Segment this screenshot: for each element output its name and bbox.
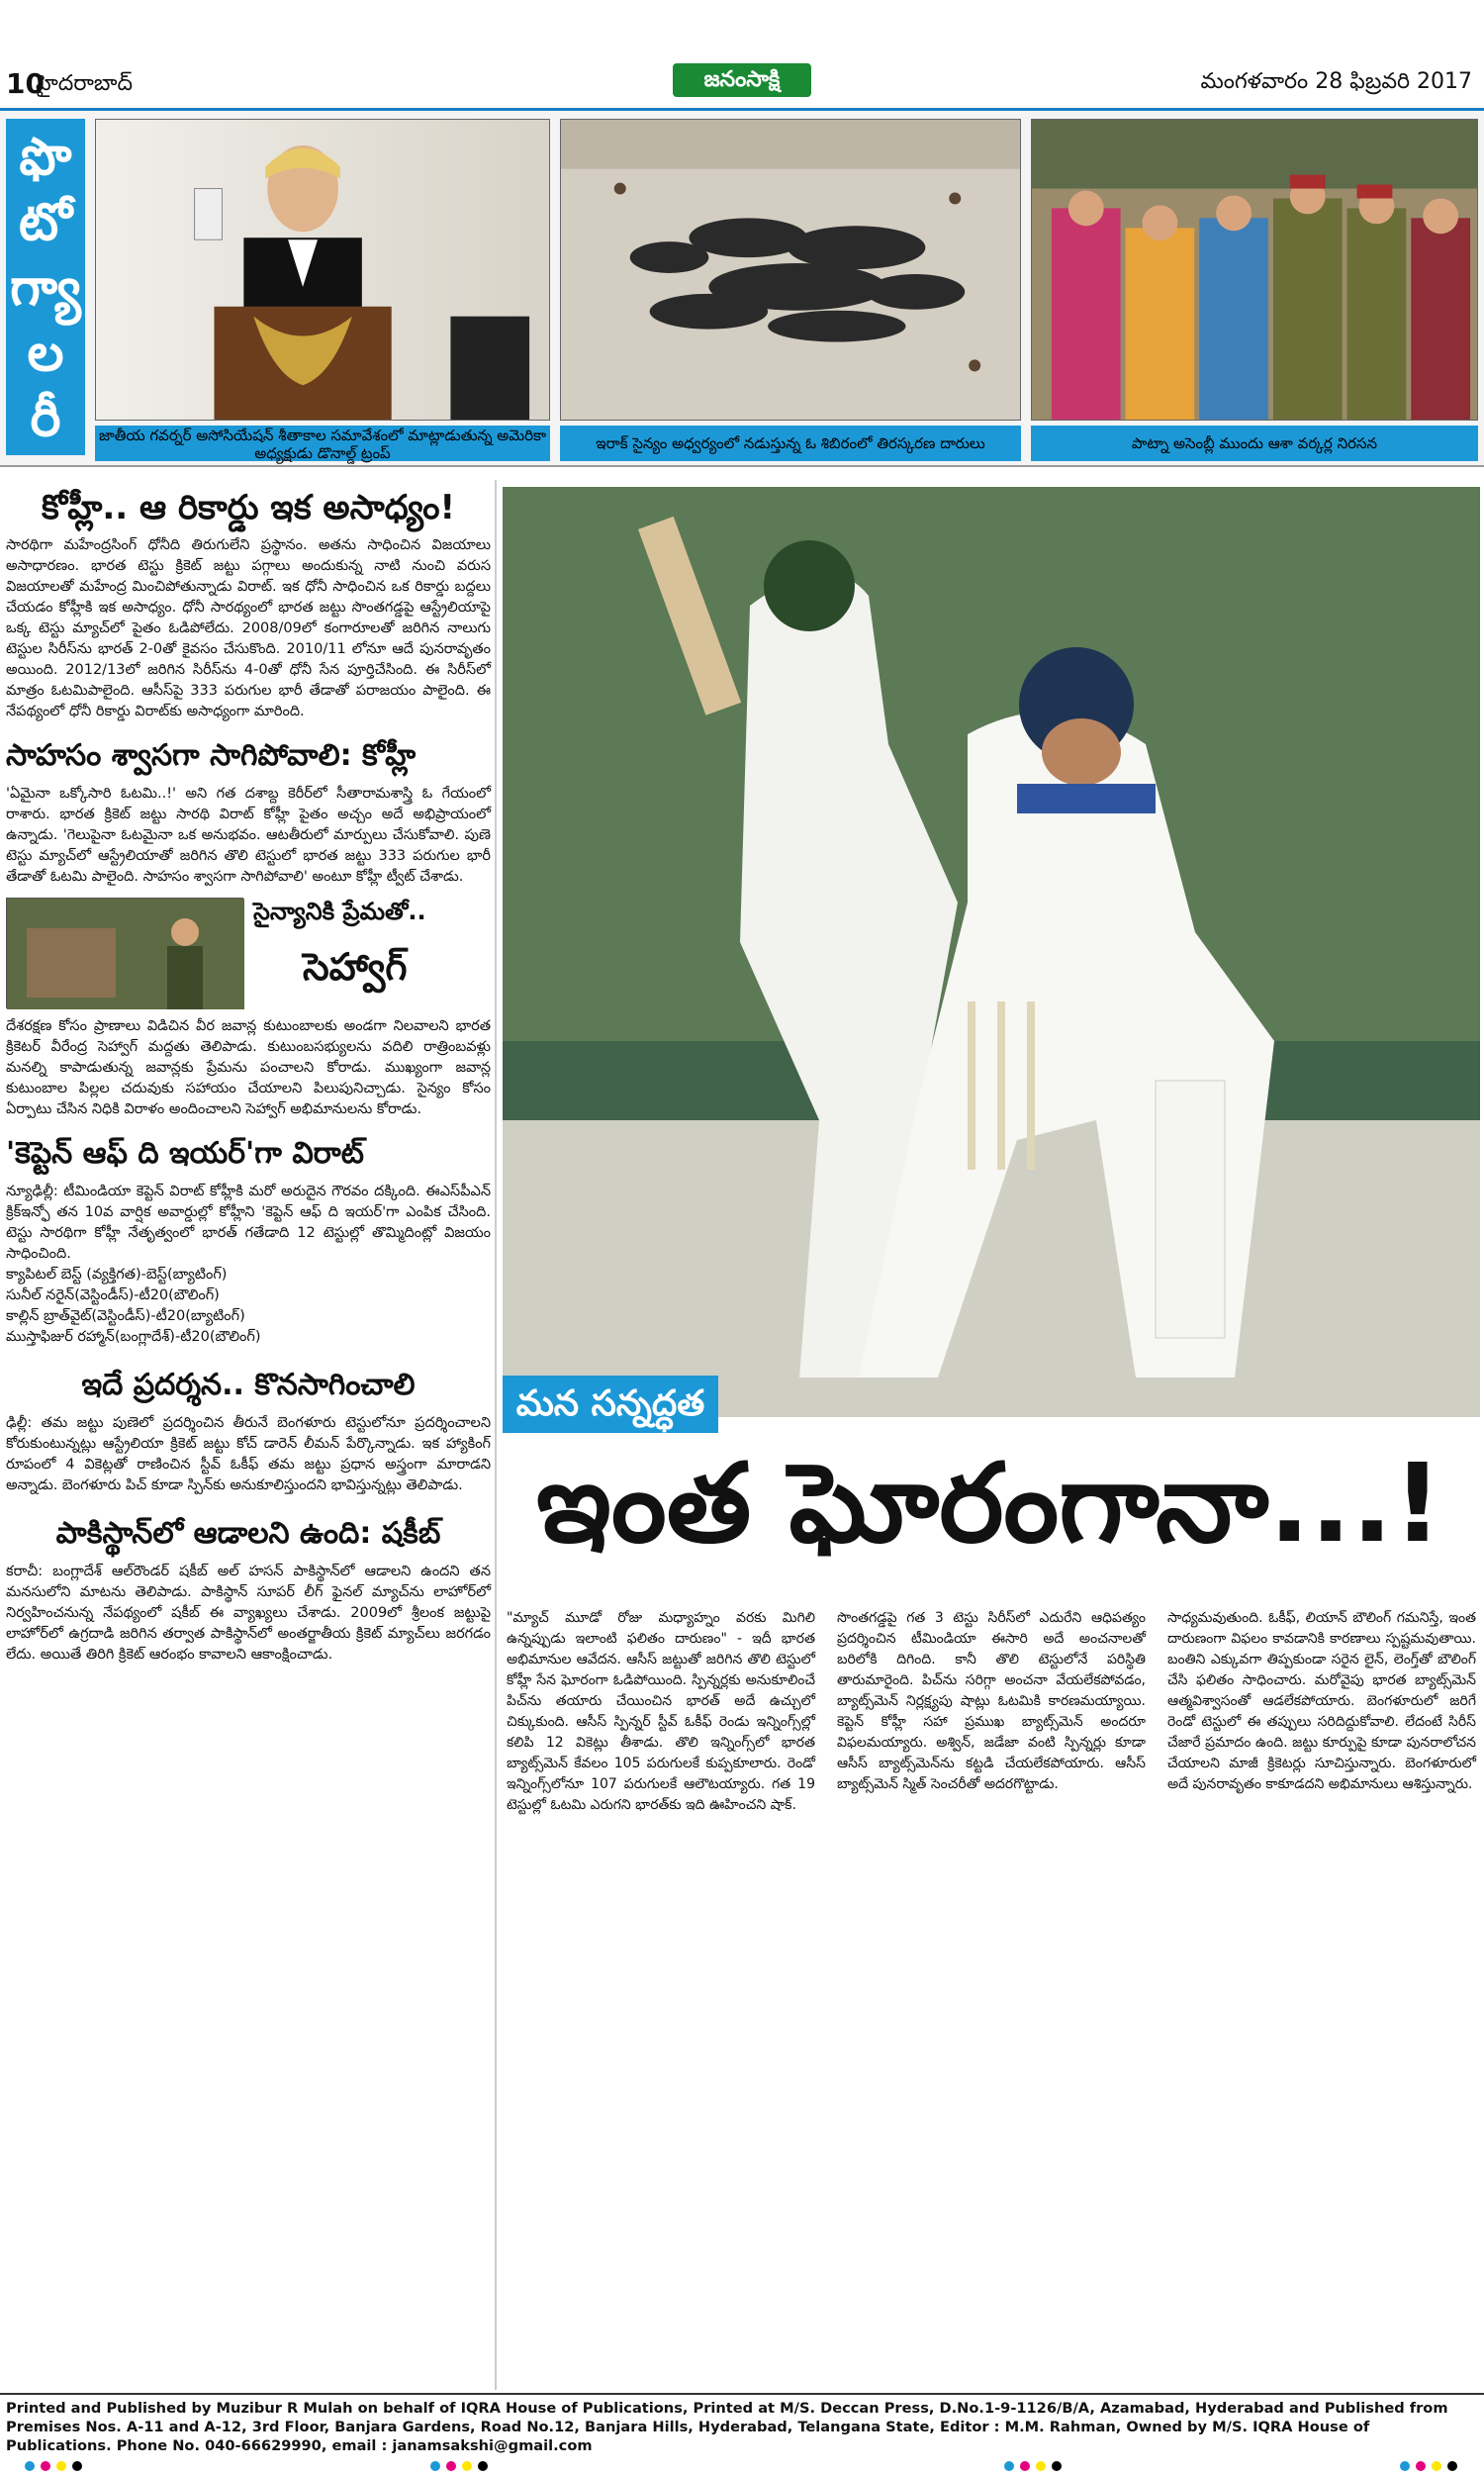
- article-lehmann: ఢిల్లీ: తమ జట్టు పుణెలో ప్రదర్శించిన తీరునే బెంగళూరు టెస్టులోనూ ప్రదర్శించాలని కోరుకుంటున్నట్లు ఆస్ట్రేలియా క్రికెట్ జట్టు కోచ్ డారెన్ లీమన్ పేర్కొన్నాడు. ఇక హ్యాకింగ్ రూపంలో 4 వికెట్లతో రాణించిన స్టీవ్ ఓకీఫ్ తమ జట్టు ప్రధాన అస్త్రంగా మారాడని అన్నాడు. బెంగళూరు పిచ్ కూడా స్పిన్‌కు అనుకూలిస్తుందని భావిస్తున్నట్లు తెలిపాడు.: [6, 1415, 491, 1493]
- cricket-photo: [503, 487, 1480, 1417]
- headline-shakib: పాకిస్థాన్‌లో ఆడాలని ఉంది: షకీబ్: [55, 1516, 441, 1551]
- masthead: [0, 0, 1484, 111]
- headline-sehwag-1: సైన్యానికి ప్రేమతో..: [253, 898, 426, 925]
- imprint-footer: Printed and Published by Muzibur R Mulah on behalf of IQRA House of Publications, Printed at M/S. Deccan Press, D.No.1-9-1126/B/A, Azamabad, Hyderabad and Published from Premises Nos. A-11 and A-12, 3rd Floor, Banjara Gardens, Road No.12, Banjara Hills, Hyderabad, Telangana State, Editor : M.M. Rahman, Owned by M/S. IQRA House of Publications. Phone No. 040-66629990, email : janamsakshi@gmail.com: [0, 2393, 1484, 2456]
- sehwag-photo: [6, 898, 243, 1008]
- photo-protest: [1031, 119, 1478, 421]
- headline-sehwag-2: సెహ్వాగ్: [303, 945, 408, 989]
- caption-3: పాట్నా అసెంబ్లీ ముందు ఆశా వర్కర్ల నిరసన: [1031, 426, 1478, 461]
- headline-captain-year: 'కెప్టెన్ ఆఫ్ ది ఇయర్'గా విరాట్: [6, 1136, 364, 1171]
- award-list-item: కాల్లిన్ బ్రాత్‌వైట్(వెస్టిండీస్)-టీ20(బ్యాటింగ్): [6, 1308, 245, 1324]
- caption-2: ఇరాక్ సైన్యం అధ్వర్యంలో నడుస్తున్న ఓ శిబిరంలో తిరస్కరణ దారులు: [560, 426, 1021, 461]
- feature-col-3: సాధ్యమవుతుంది. ఓకీఫ్, లియాన్ బౌలింగ్ గమనిస్తే, ఇంత దారుణంగా విఫలం కావడానికి కారణాలు స్పష్టమవుతాయి. బంతిని ఎక్కువగా తిప్పకుండా సరైన లైన్, లెంగ్త్‌తో బౌలింగ్ చేసి ఫలితం సాధించారు. మరోవైపు భారత బ్యాట్స్‌మెన్ ఆత్మవిశ్వాసంతో ఆడలేకపోయారు. బెంగళూరులో జరిగే రెండో టెస్టులో ఈ తప్పులు సరిదిద్దుకోవాలి. లేదంటే సిరీస్ చేజారే ప్రమాదం ఉంది. జట్టు కూర్పుపై కూడా పునరాలోచన చేయాలని మాజీ క్రికెటర్లు సూచిస్తున్నారు. బెంగళూరులో అదే పునరావృతం కాకూడదని అభిమానులు ఆశిస్తున్నారు.: [1167, 1610, 1476, 1792]
- award-list-item: ముస్తాఫిజుర్ రహ్మాన్(బంగ్లాదేశ్)-టీ20(బౌలింగ్): [6, 1329, 261, 1345]
- feature-col-1: "మ్యాచ్ మూడో రోజు మధ్యాహ్నం వరకు మిగిలి ఉన్నప్పుడు ఇలాంటి ఫలితం దారుణం" - ఇదీ భారత అభిమానుల ఆవేదన. ఆసీస్ జట్టుతో జరిగిన తొలి టెస్టులో కోహ్లీ సేన ఘోరంగా ఓడిపోయింది. స్పిన్నర్లకు అనుకూలించే పిచ్‌ను తయారు చేయించిన భారత్ అదే ఉచ్చులో చిక్కుకుంది. ఆసీస్ స్పిన్నర్ స్టీవ్ ఓకీఫ్ రెండు ఇన్నింగ్స్‌ల్లో కలిపి 12 వికెట్లు తీశాడు. తొలి ఇన్నింగ్స్‌లో భారత బ్యాట్స్‌మెన్ కేవలం 105 పరుగులకే కుప్పకూలారు. రెండో ఇన్నింగ్స్‌లోనూ 107 పరుగులకే ఆలౌటయ్యారు. గత 19 టెస్టుల్లో ఓటమి ఎరుగని భారత్‌కు ఇది ఊహించని షాక్.: [507, 1610, 815, 1813]
- headline-kohli-record: కోహ్లీ.. ఆ రికార్డు ఇక అసాధ్యం!: [41, 488, 455, 527]
- article-captain-year: న్యూఢిల్లీ: టీమిండియా కెప్టెన్ విరాట్ కోహ్లీకి మరో అరుదైన గౌరవం దక్కింది. ఈఎస్‌పీఎన్ క్రిక్‌ఇన్ఫో తన 10వ వార్షిక అవార్డుల్లో కోహ్లీని 'కెప్టెన్ ఆఫ్ ది ఇయర్'గా ఎంపిక చేసింది. టెస్టు సారథిగా కోహ్లీ నేతృత్వంలో భారత్ గతేడాది 12 టెస్టుల్లో తొమ్మిదింట్లో విజయం సాధించింది.: [6, 1184, 491, 1262]
- article-kohli-record: సారథిగా మహేంద్రసింగ్ ధోనీది తిరుగులేని ప్రస్థానం. అతను సాధించిన విజయాలు అసాధారణం. భారత టెస్టు క్రికెట్ జట్టు పగ్గాలు అందుకున్న నాటి నుంచి వరుస విజయాలతో మహేంద్ర మించిపోతున్నాడు విరాట్. ఇక ధోనీ సాధించిన ఒక రికార్డు బద్దలు చేయడం కోహ్లీకి ఇక అసాధ్యం. ధోనీ సారథ్యంలో భారత జట్టు సొంతగడ్డపై ఆస్ట్రేలియాపై ఒక్క టెస్టు మ్యాచ్‌లో పైతం ఓడిపోలేదు. 2008/09లో కంగారూలతో జరిగిన నాలుగు టెస్టుల సిరీస్‌ను భారత్ 2-0తో కైవసం చేసుకొంది. 2010/11 లోనూ ఆదే పునరావృతం అయింది. 2012/13లో జరిగిన సిరీస్‌ను 4-0తో ధోనీ సేన పూర్తిచేసింది. ఈ సిరీస్‌లో మాత్రం ఓటమిపాలైంది. ఆసీస్‌పై 333 పరుగుల భారీ తేడాతో పరాజయం పాలైంది. ఈ నేపథ్యంలో ధోనీ రికార్డు విరాట్‌కు అసాధ్యంగా మారింది.: [6, 537, 491, 719]
- headline-kohli-quote: సాహసం శ్వాసగా సాగిపోవాలి: కోహ్లీ: [6, 738, 417, 773]
- issue-date: మంగళవారం 28 ఫిబ్రవరి 2017: [1200, 69, 1472, 94]
- photo-camp: [560, 119, 1021, 421]
- photo-gallery-label: ఫొ టో గ్యా ల రీ: [6, 119, 85, 455]
- feature-tag: మన సన్నద్ధత: [503, 1376, 718, 1433]
- city-label: హైదరాబాద్: [36, 71, 133, 96]
- newspaper-logo: జనంసాక్షి: [673, 63, 811, 97]
- article-kohli-quote: 'ఏమైనా ఒక్కోసారి ఓటమి..!' అని గత దశాబ్ద కెరీర్‌లో సీతారామశాస్త్రి ఓ గేయంలో రాశారు. భారత క్రికెట్ జట్టు సారథి విరాట్ కోహ్లీ పైతం అచ్చం అదే అభిప్రాయంలో ఉన్నాడు. 'గెలుపైనా ఓటమైనా ఒక అనుభవం. ఆటతీరులో మార్పులు చేసుకోవాలి. పుణె టెస్టు మ్యాచ్‌లో ఆస్ట్రేలియాతో జరిగిన తొలి టెస్టులో భారత జట్టు 333 పరుగుల భారీ తేడాతో ఓటమి పాలైంది. సాహసం శ్వాసగా సాగిపోవాలి' అంటూ కోహ్లీ ట్వీట్ చేశాడు.: [6, 786, 491, 885]
- article-shakib: కరాచీ: బంగ్లాదేశ్ ఆల్‌రౌండర్ షకీబ్ అల్ హసన్ పాకిస్థాన్‌లో ఆడాలని ఉందని తన మనసులోని మాటను తెలిపాడు. పాకిస్థాన్ సూపర్ లీగ్ ఫైనల్ మ్యాచ్‌ను లాహోర్‌లో నిర్వహించనున్న నేపథ్యంలో షకీబ్ ఈ వ్యాఖ్యలు చేశాడు. 2009లో శ్రీలంక జట్టుపై లాహోర్‌లో ఉగ్రదాడి జరిగిన తర్వాత పాకిస్థాన్‌లో అంతర్జాతీయ క్రికెట్ మ్యాచ్‌లు జరగడం లేదు. అయితే తిరిగి క్రికెట్ ఆరంభం కావాలని ఆకాంక్షించాడు.: [6, 1564, 491, 1663]
- article-sehwag: దేశరక్షణ కోసం ప్రాణాలు విడిచిన వీర జవాన్ల కుటుంబాలకు అండగా నిలవాలని భారత క్రికెటర్ వీరేంద్ర సెహ్వాగ్ మద్దతు తెలిపాడు. కుటుంబసభ్యులను వదిలి రాత్రింబవళ్లు మనల్ని కాపాడుతున్న జవాన్లకు ప్రేమను పంచాలని కోరాడు. ముఖ్యంగా జవాన్ల కుటుంబాల పిల్లల చదువుకు సహాయం చేయాలని పిలుపునిచ్చాడు. సైన్యం కోసం ఏర్పాటు చేసిన నిధికి విరాళం అందించాలని సెహ్వాగ్ అభిమానులను కోరాడు.: [6, 1018, 491, 1117]
- feature-headline: ఇంత ఘోరంగానా...!: [536, 1440, 1442, 1567]
- award-list-item: సునీల్ నరైన్(వెస్టిండీస్)-టీ20(బౌలింగ్): [6, 1287, 220, 1303]
- page-number: 10: [6, 67, 45, 100]
- sehwag-block: [6, 898, 491, 1016]
- caption-1: జాతీయ గవర్నర్ అసోసియేషన్ శీతాకాల సమావేశంలో మాట్లాడుతున్న అమెరికా అధ్యక్షుడు డొనాల్డ్ ట్రంప్: [95, 426, 550, 461]
- feature-col-2: సొంతగడ్డపై గత 3 టెస్టు సిరీస్‌లో ఎదురేని ఆధిపత్యం ప్రదర్శించిన టీమిండియా ఈసారి అదే అంచనాలతో బరిలోకి దిగింది. కానీ తొలి టెస్టులోనే పరిస్థితి తారుమారైంది. పిచ్‌ను సరిగ్గా అంచనా వేయలేకపోవడం, బ్యాట్స్‌మెన్ నిర్లక్ష్యపు షాట్లు ఓటమికి కారణమయ్యాయి. కెప్టెన్ కోహ్లీ సహా ప్రముఖ బ్యాట్స్‌మెన్ అందరూ విఫలమయ్యారు. అశ్విన్, జడేజా వంటి స్పిన్నర్లు కూడా ఆసీస్ బ్యాట్స్‌మెన్‌ను కట్టడి చేయలేకపోయారు. ఆసీస్ బ్యాట్స్‌మెన్ స్మిత్ సెంచరీతో అదరగొట్టాడు.: [837, 1610, 1146, 1792]
- photo-trump: [95, 119, 550, 421]
- column-divider: [495, 480, 497, 2390]
- headline-lehmann: ఇదే ప్రదర్శన.. కొనసాగించాలి: [81, 1368, 416, 1402]
- award-list-item: క్యాపిటల్ బెస్ట్ (వ్యక్తిగత)-బెస్ట్(బ్యాటింగ్): [6, 1267, 228, 1283]
- registration-marks: [0, 2458, 1484, 2474]
- left-column: [6, 480, 491, 1666]
